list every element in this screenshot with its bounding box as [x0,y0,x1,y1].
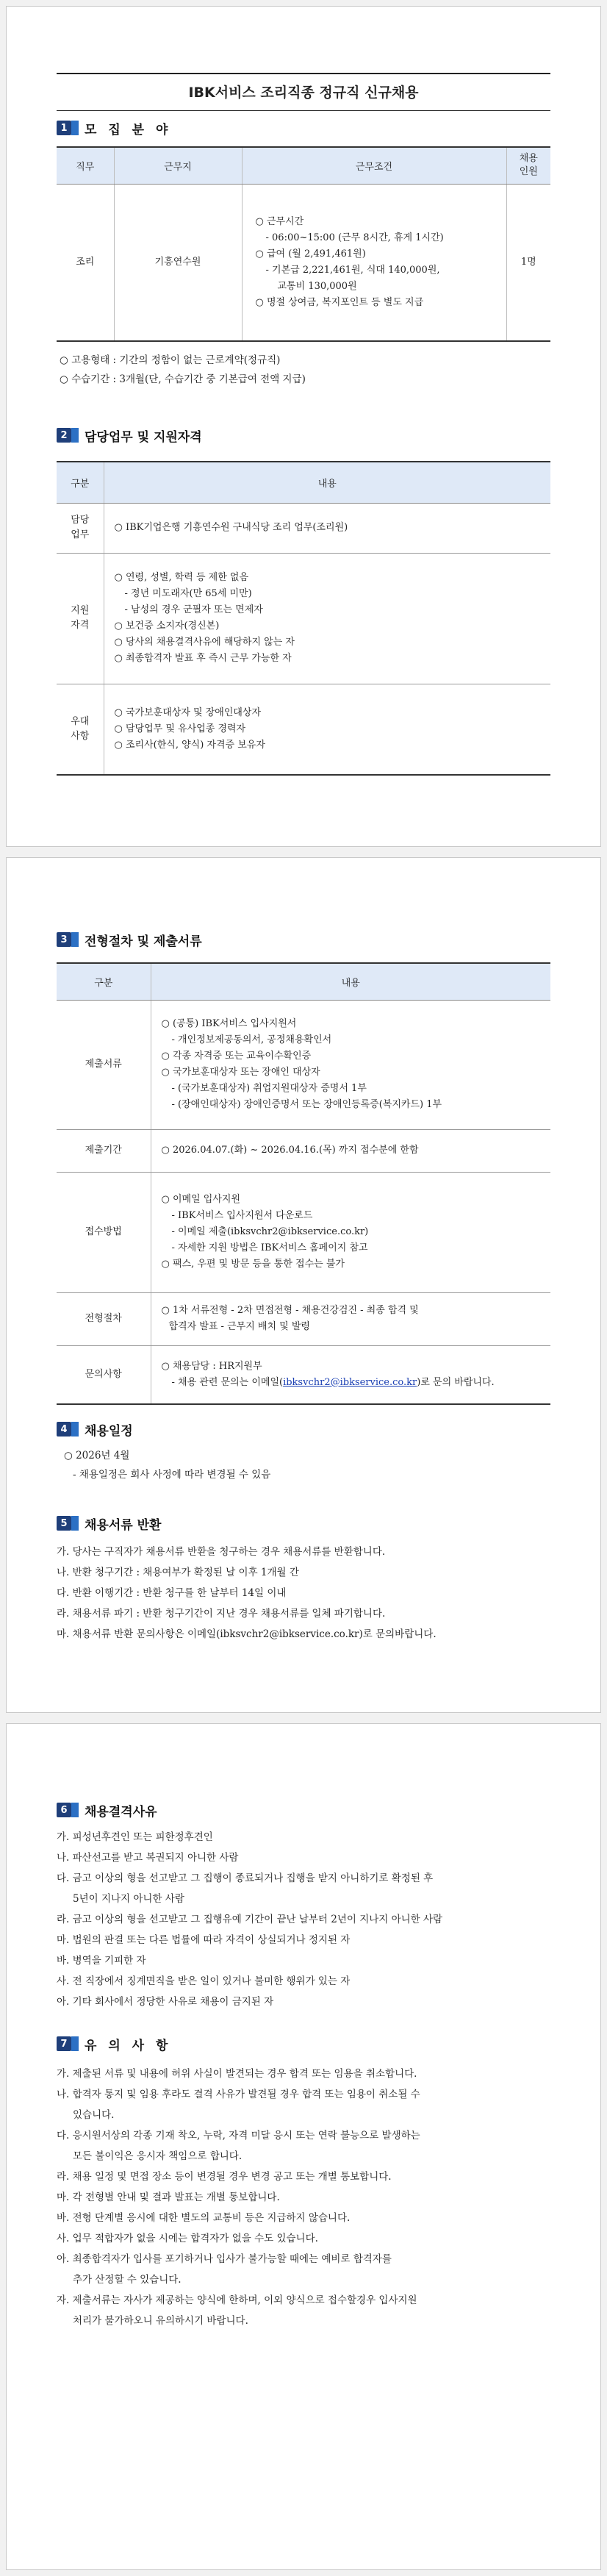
col-header-content: 내용 [104,462,550,503]
section-4-heading [57,1418,550,1440]
notice-list [57,2064,550,2331]
col-header-category: 구분 [57,462,104,503]
row-label-period: 제출기간 [57,1129,151,1172]
section-bar-decoration [71,121,79,135]
section-number: 4 [57,1422,71,1437]
disqualification-item: 다. 금고 이상의 형을 선고받고 그 집행이 종료되거나 집행을 받지 아니하기로 확정된 후 [57,1872,434,1884]
inquiry-content [151,1345,550,1404]
notice-item: 다. 응시원서상의 각종 기재 착오, 누락, 자격 미달 응시 또는 연락 불능으로 발생하는 [57,2130,420,2142]
document-line: - (장애인대상자) 장애인증명서 또는 장애인등록증(복지카드) 1부 [171,1099,442,1110]
section-number: 7 [57,2036,71,2051]
disqualification-item: 나. 파산선고를 받고 복권되지 아니한 사람 [57,1852,239,1864]
section-title: 채용일정 [85,1423,133,1439]
condition-line: ○ 명절 상여금, 복지포인트 등 별도 지급 [255,296,424,308]
section-title: 채용서류 반환 [85,1517,162,1533]
notice-item: 자. 제출서류는 자사가 제공하는 양식에 한하며, 이외 양식으로 접수할경우 입사지원 [57,2294,417,2306]
procedure-line: 합격자 발표 - 근무지 배치 및 발령 [168,1321,310,1332]
documents-content [151,1000,550,1129]
duties-content [104,503,550,553]
document-page-2 [6,857,601,1713]
notice-item: 추가 산정할 수 있습니다. [73,2274,182,2286]
notice-item: 모든 불이익은 응시자 책임으로 합니다. [73,2150,243,2162]
preference-line: ○ 조리사(한식, 양식) 자격증 보유자 [114,739,265,751]
cell-count: 1명 [506,184,550,341]
disqualification-item: 마. 법원의 판결 또는 다른 법률에 따라 자격이 상실되거나 정지된 자 [57,1934,351,1946]
duty-line: ○ IBK기업은행 기흥연수원 구내식당 조리 업무(조리원) [114,522,348,533]
notice-item: 바. 전형 단계별 응시에 대한 별도의 교통비 등은 지급하지 않습니다. [57,2212,351,2224]
qualification-line: ○ 최종합격자 발표 후 즉시 근무 가능한 자 [114,653,292,664]
row-label-procedure: 전형절차 [57,1292,151,1345]
section-6-heading [57,1799,550,1821]
qualification-line: ○ 연령, 성별, 학력 등 제한 없음 [114,572,249,583]
col-header-location: 근무지 [114,147,242,184]
disqualification-item: 5년이 지나지 아니한 사람 [73,1893,184,1905]
inquiry-line [162,1375,544,1391]
col-header-conditions: 근무조건 [242,147,506,184]
row-label-qualifications: 지원 자격 [57,553,104,684]
method-line: - 이메일 제출(ibksvchr2@ibkservice.co.kr) [171,1226,369,1237]
document-line: - 개인정보제공동의서, 공정채용확인서 [171,1034,332,1045]
row-label-documents: 제출서류 [57,1000,151,1129]
disqualification-item: 바. 병역을 기피한 자 [57,1955,146,1967]
return-line: 다. 반환 이행기간 : 반환 청구를 한 날부터 14일 이내 [57,1587,287,1599]
row-label-duties: 담당 업무 [57,503,104,553]
schedule-line: - 채용일정은 회사 사정에 따라 변경될 수 있음 [73,1469,271,1481]
condition-line: ○ 급여 (월 2,491,461원) [255,248,366,260]
document-page-1 [6,6,601,847]
document-title: IBK서비스 조리직종 정규직 신규채용 [57,73,550,111]
notice-item: 처리가 불가하오니 유의하시기 바랍니다. [73,2315,248,2327]
procedure-content [151,1292,550,1345]
preference-line: ○ 담당업무 및 유사업종 경력자 [114,723,246,734]
method-line: - 자세한 지원 방법은 IBK서비스 홈페이지 참고 [171,1242,368,1253]
method-line: - IBK서비스 입사지원서 다운로드 [171,1210,313,1221]
section-bar-decoration [71,932,79,947]
section-bar-decoration [71,428,79,443]
section-title: 유 의 사 항 [85,2038,172,2053]
col-header-job: 직무 [57,147,114,184]
inquiry-text-post: )로 문의 바랍니다. [417,1376,495,1388]
inquiry-text-pre: - 채용 관련 문의는 이메일( [171,1376,284,1388]
qualification-line: ○ 보건증 소지자(경신본) [114,620,220,632]
section-number: 1 [57,121,71,135]
period-line: ○ 2026.04.07.(화) ~ 2026.04.16.(목) 까지 접수분에 한함 [161,1145,419,1156]
col-header-count: 채용 인원 [506,147,550,184]
section-3-heading [57,929,550,951]
section-title: 담당업무 및 지원자격 [85,429,202,445]
disqualification-list [57,1827,550,2012]
condition-line: ○ 근무시간 [255,215,304,227]
disqualification-item: 라. 금고 이상의 형을 선고받고 그 집행유예 기간이 끝난 날부터 2년이 지나지 아니한 사람 [57,1914,443,1925]
section-title: 전형절차 및 제출서류 [85,934,202,949]
cell-location: 기흥연수원 [114,184,242,341]
recruitment-table [57,146,550,342]
notice-item: 사. 업무 적합자가 없을 시에는 합격자가 없을 수도 있습니다. [57,2233,318,2244]
notice-item: 아. 최종합격자가 입사를 포기하거나 입사가 불가능할 때에는 예비로 합격자를 [57,2253,392,2265]
section-7-heading [57,2033,550,2055]
cell-conditions [242,184,506,341]
qualification-line: - 남성의 경우 군필자 또는 면제자 [124,604,263,615]
qualification-line: - 정년 미도래자(만 65세 미만) [124,588,252,599]
qualifications-content [104,553,550,684]
section-bar-decoration [71,1803,79,1817]
duties-qualifications-table [57,461,550,776]
section-5-heading [57,1512,550,1534]
document-line: ○ (공통) IBK서비스 입사지원서 [161,1018,297,1029]
row-label-inquiry: 문의사항 [57,1345,151,1404]
document-line: - (국가보훈대상자) 취업지원대상자 증명서 1부 [171,1083,367,1094]
return-line: 마. 채용서류 반환 문의사항은 이메일(ibksvchr2@ibkservice.co.kr)로 문의바랍니다. [57,1628,437,1640]
notice-item: 나. 합격자 통지 및 임용 후라도 결격 사유가 발견될 경우 합격 또는 임용이 취소될 수 [57,2089,420,2100]
document-line: ○ 국가보훈대상자 또는 장애인 대상자 [161,1067,320,1078]
return-line: 가. 당사는 구직자가 채용서류 반환을 청구하는 경우 채용서류를 반환합니다. [57,1546,386,1558]
section-1-heading [57,117,550,139]
section-number: 5 [57,1516,71,1531]
method-line: ○ 팩스, 우편 및 방문 등을 통한 접수는 불가 [161,1259,345,1270]
section-bar-decoration [71,1422,79,1437]
qualification-line: ○ 당사의 채용결격사유에 해당하지 않는 자 [114,637,295,648]
col-header-category: 구분 [57,963,151,1000]
section-number: 6 [57,1803,71,1817]
document-line: ○ 각종 자격증 또는 교육이수확인증 [161,1051,312,1062]
section-2-heading [57,424,550,446]
preference-line: ○ 국가보훈대상자 및 장애인대상자 [114,706,262,718]
notice-item: 있습니다. [73,2109,115,2121]
document-page-3 [6,1723,601,2570]
disqualification-item: 가. 피성년후견인 또는 피한정후견인 [57,1831,213,1843]
employment-type-note: ○ 고용형태 : 기간의 정함이 없는 근로계약(정규직) [60,354,281,366]
section-bar-decoration [71,1516,79,1531]
method-line: ○ 이메일 입사지원 [161,1194,241,1205]
inquiry-line: ○ 채용담당 : HR지원부 [161,1360,262,1372]
row-label-preferences: 우대 사항 [57,684,104,775]
row-label-method: 접수방법 [57,1172,151,1292]
section-title: 채용결격사유 [85,1804,157,1820]
notice-item: 마. 각 전형별 안내 및 결과 발표는 개별 통보합니다. [57,2192,280,2203]
disqualification-item: 사. 전 직장에서 징계면직을 받은 일이 있거나 불미한 행위가 있는 자 [57,1975,351,1987]
notice-item: 라. 채용 일정 및 면접 장소 등이 변경될 경우 변경 공고 또는 개별 통보합니다. [57,2171,392,2183]
period-content [151,1129,550,1172]
probation-note: ○ 수습기간 : 3개월(단, 수습기간 중 기본급여 전액 지급) [60,373,306,385]
disqualification-item: 아. 기타 회사에서 정당한 사유로 채용이 금지된 자 [57,1996,274,2008]
section-number: 2 [57,428,71,443]
contact-email-link[interactable]: ibksvchr2@ibkservice.co.kr [283,1376,417,1388]
method-content [151,1172,550,1292]
preferences-content [104,684,550,775]
cell-job: 조리 [57,184,114,341]
condition-line: - 06:00~15:00 (근무 8시간, 휴게 1시간) [265,232,444,243]
section-title: 모 집 분 야 [85,122,172,137]
condition-line: 교통비 130,000원 [277,280,357,292]
col-header-content: 내용 [151,963,550,1000]
section-bar-decoration [71,2036,79,2051]
notice-item: 가. 제출된 서류 및 내용에 허위 사실이 발견되는 경우 합격 또는 임용을 취소합니다. [57,2068,417,2080]
condition-line: - 기본급 2,221,461원, 식대 140,000원, [265,264,440,276]
selection-process-table [57,962,550,1405]
return-line: 나. 반환 청구기간 : 채용여부가 확정된 날 이후 1개월 간 [57,1567,299,1578]
schedule-line: ○ 2026년 4월 [64,1450,130,1461]
procedure-line: ○ 1차 서류전형 - 2차 면접전형 - 채용건강검진 - 최종 합격 및 [161,1305,419,1316]
section-number: 3 [57,932,71,947]
return-line: 라. 채용서류 파기 : 반환 청구기간이 지난 경우 채용서류를 일체 파기합니다. [57,1608,386,1620]
